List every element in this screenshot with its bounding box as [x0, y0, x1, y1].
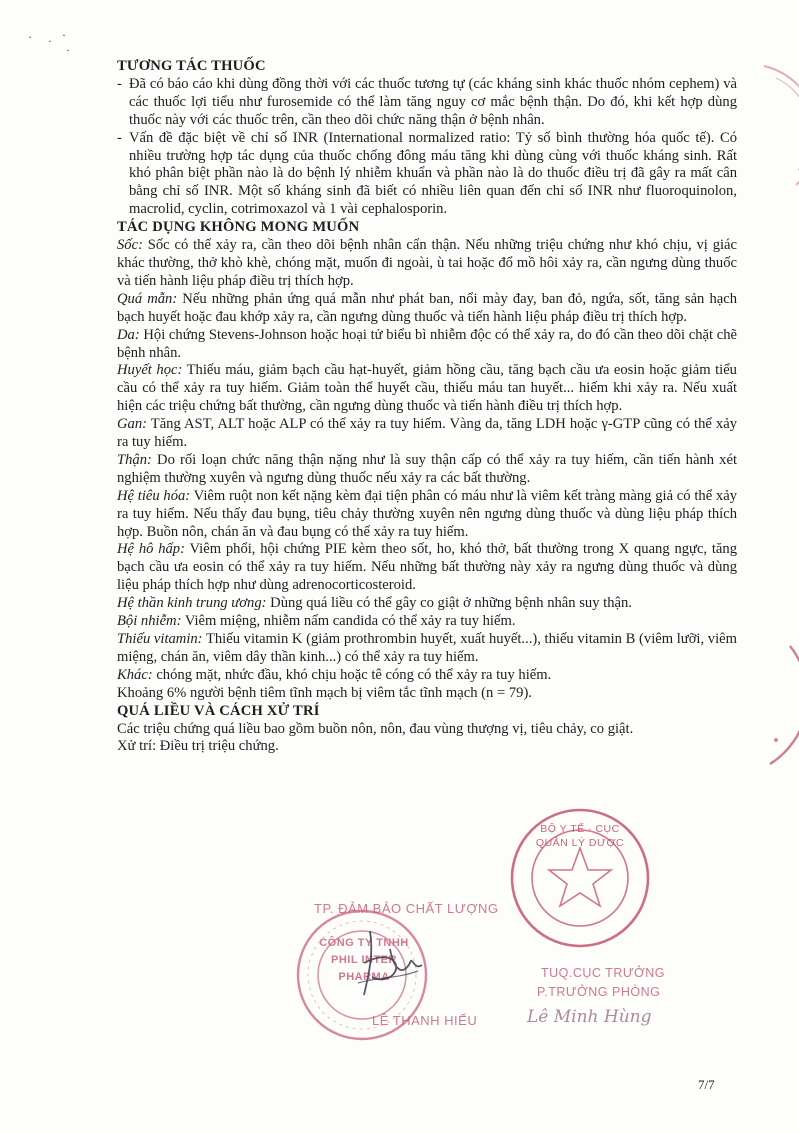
interaction-item-2: - Vấn đề đặc biệt về chỉ số INR (International normalized ratio: Tỷ số bình thường hóa quốc tế). Có nhiều trường hợp tác dụng của thuốc chống đông máu tăng khi dùng cùng với thuốc kháng sinh. Rất khó phân biệt phần nào là do bệnh lý nhiễm khuẩn và phần nào là do thuốc điều trị đã gây ra mất cân bằng chỉ số INR. Một số kháng sinh đã biết có nhiều liên quan đến chỉ số INR như fluoroquinolon, macrolid, cyclin, cotrimoxazol và 1 vài cephalosporin.	[117, 129, 737, 218]
overdose-line-1: Các triệu chứng quá liều bao gồm buồn nôn, nôn, đau vùng thượng vị, tiêu chảy, co giật.	[117, 720, 634, 737]
adverse-item-respiratory: Hệ hô hấp: Viêm phổi, hội chứng PIE kèm theo sốt, ho, khó thở, bất thường trong X quang ngực, tăng bạch cầu ưa eosin có thể xảy ra tuy hiếm. Nếu những bất thường này xảy ra ngưng dùng thuốc và dùng liệu pháp thích hợp như dùng adrenocorticosteroid.	[117, 541, 737, 594]
adverse-item-digestive: Hệ tiêu hóa: Viêm ruột non kết nặng kèm đại tiện phân có máu như là viêm kết tràng màng giả có thể xảy ra tuy hiếm. Nếu thấy đau bụng, tiêu chảy thường xuyên nên ngưng dùng thuốc và dùng liệu pháp thích hợp. Buồn nôn, chán ăn và đau bụng có thể xảy ra tuy hiếm.	[117, 487, 737, 540]
overdose-line-2: Xử trí: Điều trị triệu chứng.	[117, 738, 279, 755]
page-number: 7/7	[698, 1077, 715, 1092]
edge-seal-fragment-top	[756, 60, 799, 190]
qa-title: TP. ĐẢM BẢO CHẤT LƯỢNG	[314, 901, 499, 916]
adverse-heading: TÁC DỤNG KHÔNG MONG MUỐN	[117, 219, 360, 236]
adverse-item-other: Khác: chóng mặt, nhức đầu, khó chịu hoặc tê cóng có thể xảy ra tuy hiếm.	[117, 666, 552, 683]
scan-speck: ·	[48, 34, 52, 48]
adverse-item-shock: Sốc: Sốc có thể xảy ra, cần theo dõi bệnh nhân cẩn thận. Nếu những triệu chứng như khó chịu, vị giác khác thường, thở khò khè, chóng mặt, muốn đi ngoài, ù tai hoặc đổ mồ hôi xảy ra, cần ngưng dùng thuốc và tiến hành liệu pháp điều trị thích hợp.	[117, 237, 737, 289]
scan-speck: ·	[66, 43, 70, 57]
edge-seal-fragment-mid	[740, 640, 799, 770]
adverse-item-vitamin: Thiếu vitamin: Thiếu vitamin K (giảm prothrombin huyết, xuất huyết...), thiếu vitamin B (viêm lưỡi, viêm miệng, chán ăn, viêm dây thần kinh...) có thể xảy ra tuy hiếm.	[117, 631, 737, 665]
interactions-heading: TƯƠNG TÁC THUỐC	[117, 58, 266, 74]
adverse-note: Khoảng 6% người bệnh tiêm tĩnh mạch bị viêm tắc tĩnh mạch (n = 79).	[117, 684, 532, 701]
scan-speck: ·	[28, 30, 32, 44]
authority-title-2: P.TRƯỞNG PHÒNG	[537, 985, 661, 999]
scan-speck: ·	[62, 28, 66, 42]
handwritten-signature-left	[352, 925, 427, 1005]
adverse-item-liver: Gan: Tăng AST, ALT hoặc ALP có thể xảy ra tuy hiếm. Vàng da, tăng LDH hoặc γ-GTP cũng có thể xảy ra tuy hiếm.	[117, 416, 737, 451]
adverse-item-hematology: Huyết học: Thiếu máu, giảm bạch cầu hạt-huyết, giảm hồng cầu, tăng bạch cầu ưa eosin hoặc giảm tiểu cầu có thể xảy ra tuy hiếm. Giảm toàn thể huyết cầu, thiếu máu tan huyết... hiếm khi xảy ra. Nếu xuất hiện các triệu chứng bất thường, cần ngưng dùng thuốc và tiến hành điều trị thích hợp.	[117, 362, 737, 415]
interaction-item-1: - Đã có báo cáo khi dùng đồng thời với các thuốc tương tự (các kháng sinh khác thuốc nhóm cephem) và các thuốc lợi tiểu như furosemide có thể làm tăng nguy cơ mắc bệnh thận. Do đó, khi kết hợp dùng thuốc này với các thuốc trên, cần theo dõi chức năng thận ở bệnh nhân.	[117, 75, 737, 128]
adverse-item-hypersensitivity: Quá mẫn: Nếu những phản ứng quá mẫn như phát ban, nổi mày đay, ban đỏ, ngứa, sốt, tăng sản hạch bạch huyết hoặc đau khớp xảy ra, cần ngưng dùng thuốc và tiến hành liệu pháp điều trị thích hợp.	[117, 290, 737, 325]
ministry-seal-text: BỘ Y TẾ · CỤC QUẢN LÝ DƯỢC	[535, 823, 625, 849]
document-body	[117, 58, 737, 756]
company-seal-text: CÔNG TY TNHH PHIL INTER PHARMA	[319, 937, 409, 983]
qa-name: LÊ THANH HIẾU	[372, 1013, 478, 1028]
overdose-heading: QUÁ LIỀU VÀ CÁCH XỬ TRÍ	[117, 702, 320, 719]
adverse-item-kidney: Thận: Do rối loạn chức năng thận nặng như là suy thận cấp có thể xảy ra tuy hiếm, cần tiến hành xét nghiệm thường xuyên và ngưng dùng thuốc nếu xảy ra các bất thường.	[117, 451, 737, 486]
authority-title-1: TUQ.CỤC TRƯỞNG	[541, 966, 665, 980]
adverse-item-cns: Hệ thần kinh trung ương: Dùng quá liều có thể gây co giật ở những bệnh nhân suy thận.	[117, 595, 632, 612]
adverse-item-skin: Da: Hội chứng Stevens-Johnson hoặc hoại tử biểu bì nhiễm độc có thể xảy ra, do đó cần theo dõi chặt chẽ bệnh nhân.	[117, 326, 737, 361]
authority-signed-name: Lê Minh Hùng	[527, 1007, 652, 1027]
adverse-item-superinfection: Bội nhiễm: Viêm miệng, nhiễm nấm candida có thể xảy ra tuy hiếm.	[117, 613, 516, 630]
